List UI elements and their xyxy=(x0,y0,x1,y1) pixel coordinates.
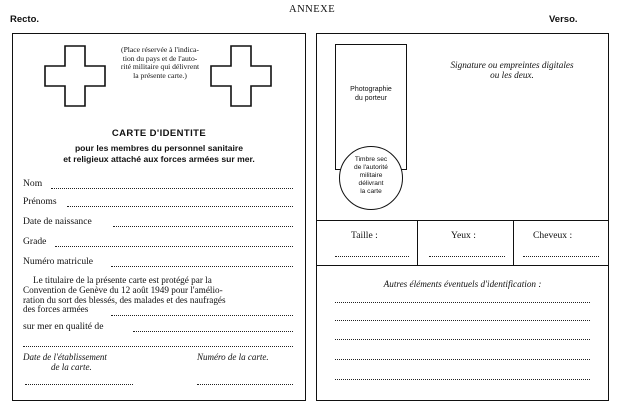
other-id-line-1 xyxy=(335,302,590,303)
quality-line-2 xyxy=(23,346,293,347)
other-id-line-2 xyxy=(335,320,590,321)
signature-line: Signature ou empreintes digitales xyxy=(450,60,574,70)
stamp-label-line: militaire xyxy=(359,172,383,179)
paragraph-continuation-line xyxy=(111,315,293,316)
field-birthdate-label: Date de naissance xyxy=(23,216,92,227)
red-cross-icon-left xyxy=(43,44,107,108)
number-label: Numéro de la carte. xyxy=(197,352,269,362)
number-line xyxy=(197,384,293,385)
field-birthdate-line xyxy=(113,226,293,227)
taille-line xyxy=(335,256,409,257)
photo-label xyxy=(335,86,407,103)
stamp-label-line: délivrant xyxy=(358,180,384,187)
recto-label: Recto. xyxy=(10,14,40,25)
paragraph-line: Convention de Genève du 12 août 1949 pour l'amélio- xyxy=(23,284,223,295)
place-note xyxy=(101,46,219,80)
paragraph-line: des forces armées xyxy=(23,304,89,315)
card-title: CARTE D'IDENTITE xyxy=(111,128,207,139)
yeux-line xyxy=(429,256,505,257)
other-id-line-5 xyxy=(335,379,590,380)
taille-label: Taille : xyxy=(351,230,378,241)
place-note-line: tion du pays et de l'auto- xyxy=(122,53,198,63)
place-note-line: (Place réservée à l'indica- xyxy=(121,45,199,54)
place-note-line: rité militaire qui délivrent xyxy=(120,62,200,72)
descriptor-divider-2 xyxy=(513,220,514,265)
yeux-label: Yeux : xyxy=(451,230,476,241)
quality-label: sur mer en qualité de xyxy=(23,321,104,332)
date-label-line: de la carte. xyxy=(51,362,92,372)
annex-title: ANNEXE xyxy=(289,4,336,15)
descriptor-divider-1 xyxy=(417,220,418,265)
field-matricule-line xyxy=(111,266,293,267)
stamp-label-line: de l'autorité xyxy=(354,164,388,171)
date-line xyxy=(25,384,133,385)
photo-label-line: Photographie xyxy=(350,86,392,93)
other-id-label: Autres éléments éventuels d'identification : xyxy=(383,279,542,289)
protection-paragraph xyxy=(23,276,299,315)
signature-line: ou les deux. xyxy=(490,70,534,80)
field-nom-label: Nom xyxy=(23,178,43,189)
quality-line xyxy=(133,331,293,332)
cheveux-line xyxy=(523,256,599,257)
photo-label-line: du porteur xyxy=(355,94,387,102)
stamp-label-line: Timbre sec xyxy=(354,156,388,163)
field-nom-line xyxy=(51,188,293,189)
verso-card xyxy=(316,33,609,401)
descriptor-top-rule xyxy=(317,220,608,221)
paragraph-line: Le titulaire de la présente carte est protégé par la xyxy=(33,275,212,285)
field-matricule-label: Numéro matricule xyxy=(23,256,94,267)
field-prenoms-line xyxy=(67,206,293,207)
date-label xyxy=(23,352,107,372)
stamp-label xyxy=(339,156,403,196)
field-grade-label: Grade xyxy=(23,236,47,247)
subtitle-line: et religieux attaché aux forces armées sur mer. xyxy=(63,154,255,164)
subtitle-line: pour les membres du personnel sanitaire xyxy=(74,143,244,153)
cheveux-label: Cheveux : xyxy=(533,230,573,241)
recto-card xyxy=(12,33,306,401)
stamp-label-line: la carte xyxy=(360,188,382,195)
verso-label: Verso. xyxy=(549,14,578,25)
descriptor-bottom-rule xyxy=(317,265,608,266)
other-id-line-3 xyxy=(335,339,590,340)
field-prenoms-label: Prénoms xyxy=(23,196,57,207)
date-label-line: Date de l'établissement xyxy=(23,352,107,362)
other-id-line-4 xyxy=(335,359,590,360)
paragraph-line: ration du sort des blessés, des malades et des naufragés xyxy=(23,294,226,305)
field-grade-line xyxy=(55,246,293,247)
signature-label xyxy=(417,60,607,80)
place-note-line: la présente carte.) xyxy=(133,70,187,80)
card-subtitle xyxy=(13,143,305,165)
